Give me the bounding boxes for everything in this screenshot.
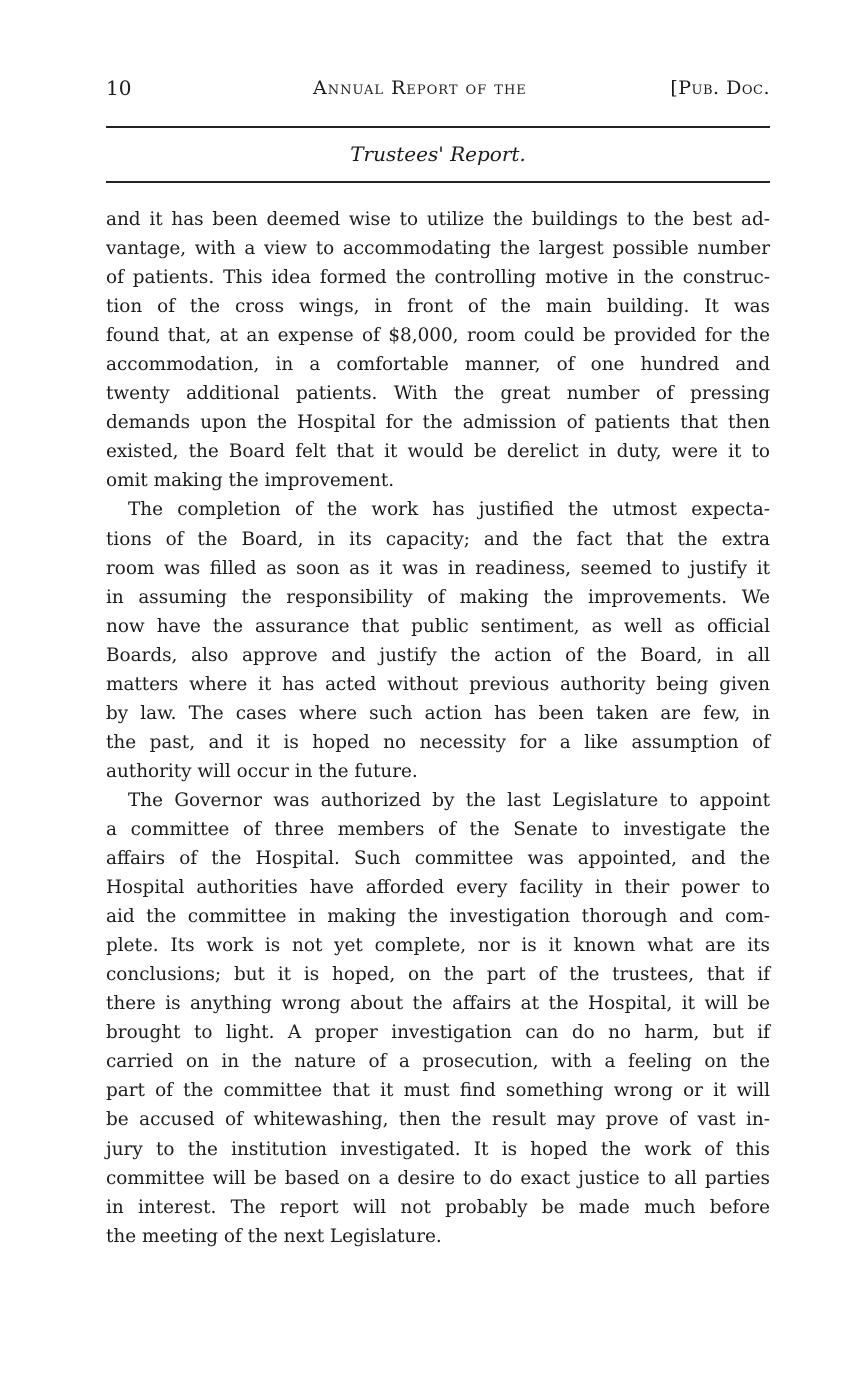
text-line: accommodation, in a comfortable manner, of one hundred and	[106, 354, 770, 376]
text-line: found that, at an expense of $8,000, room could be provided for the	[106, 325, 770, 347]
running-header	[106, 74, 770, 102]
body-text	[106, 205, 770, 1251]
text-line: vantage, with a view to accommodating the largest possible number	[106, 238, 770, 260]
text-line: twenty additional patients. With the great number of pressing	[106, 383, 770, 405]
text-line: tions of the Board, in its capacity; and the fact that the extra	[106, 528, 770, 550]
page-number: 10	[106, 76, 132, 100]
text-line: of patients. This idea formed the controlling motive in the construc-	[106, 267, 770, 289]
text-line: the past, and it is hoped no necessity for a like assumption of	[106, 731, 770, 753]
text-line: the meeting of the next Legislature.	[106, 1225, 442, 1247]
text-line: in interest. The report will not probably be made much before	[106, 1196, 770, 1218]
text-line: authority will occur in the future.	[106, 760, 418, 782]
text-line: The Governor was authorized by the last Legislature to appoint	[128, 789, 770, 811]
section-title: Trustees' Report.	[350, 142, 526, 166]
text-line: and it has been deemed wise to utilize the buildings to the best ad-	[106, 209, 770, 230]
text-line: matters where it has acted without previous authority being given	[106, 673, 770, 695]
text-line: a committee of three members of the Senate to investigate the	[106, 818, 770, 840]
text-line: in assuming the responsibility of making the improvements. We	[106, 586, 770, 608]
document-designation: [Pub. Doc.	[670, 77, 770, 99]
header-rule-top	[106, 126, 770, 128]
text-line: demands upon the Hospital for the admission of patients that then	[106, 412, 770, 434]
text-line: by law. The cases where such action has been taken are few, in	[106, 702, 770, 724]
text-line: Hospital authorities have afforded every facility in their power to	[106, 877, 770, 899]
text-line: Boards, also approve and justify the action of the Board, in all	[106, 644, 770, 666]
text-line: The completion of the work has justified the utmost expecta-	[128, 499, 770, 521]
text-line: aid the committee in making the investigation thorough and com-	[106, 906, 770, 928]
text-line: conclusions; but it is hoped, on the part of the trustees, that if	[106, 964, 770, 986]
running-title: Annual Report of the	[313, 77, 527, 99]
text-line: there is anything wrong about the affairs at the Hospital, it will be	[106, 993, 770, 1015]
text-line: existed, the Board felt that it would be derelict in duty, were it to	[106, 441, 770, 463]
text-line: omit making the improvement.	[106, 470, 395, 492]
header-rule-bottom	[106, 181, 770, 183]
text-line: be accused of whitewashing, then the result may prove of vast in-	[106, 1109, 770, 1131]
text-line: committee will be based on a desire to do exact justice to all parties	[106, 1167, 770, 1189]
text-line: carried on in the nature of a prosecution, with a feeling on the	[106, 1051, 770, 1073]
text-line: now have the assurance that public sentiment, as well as official	[106, 615, 770, 637]
text-line: affairs of the Hospital. Such committee was appointed, and the	[106, 848, 770, 870]
text-line: part of the committee that it must find something wrong or it will	[106, 1080, 770, 1102]
text-line: brought to light. A proper investigation can do no harm, but if	[106, 1022, 770, 1044]
text-line: jury to the institution investigated. It is hoped the work of this	[106, 1138, 770, 1160]
text-line: plete. Its work is not yet complete, nor is it known what are its	[106, 935, 770, 957]
text-line: room was filled as soon as it was in readiness, seemed to justify it	[106, 557, 770, 579]
text-line: tion of the cross wings, in front of the main building. It was	[106, 296, 770, 318]
